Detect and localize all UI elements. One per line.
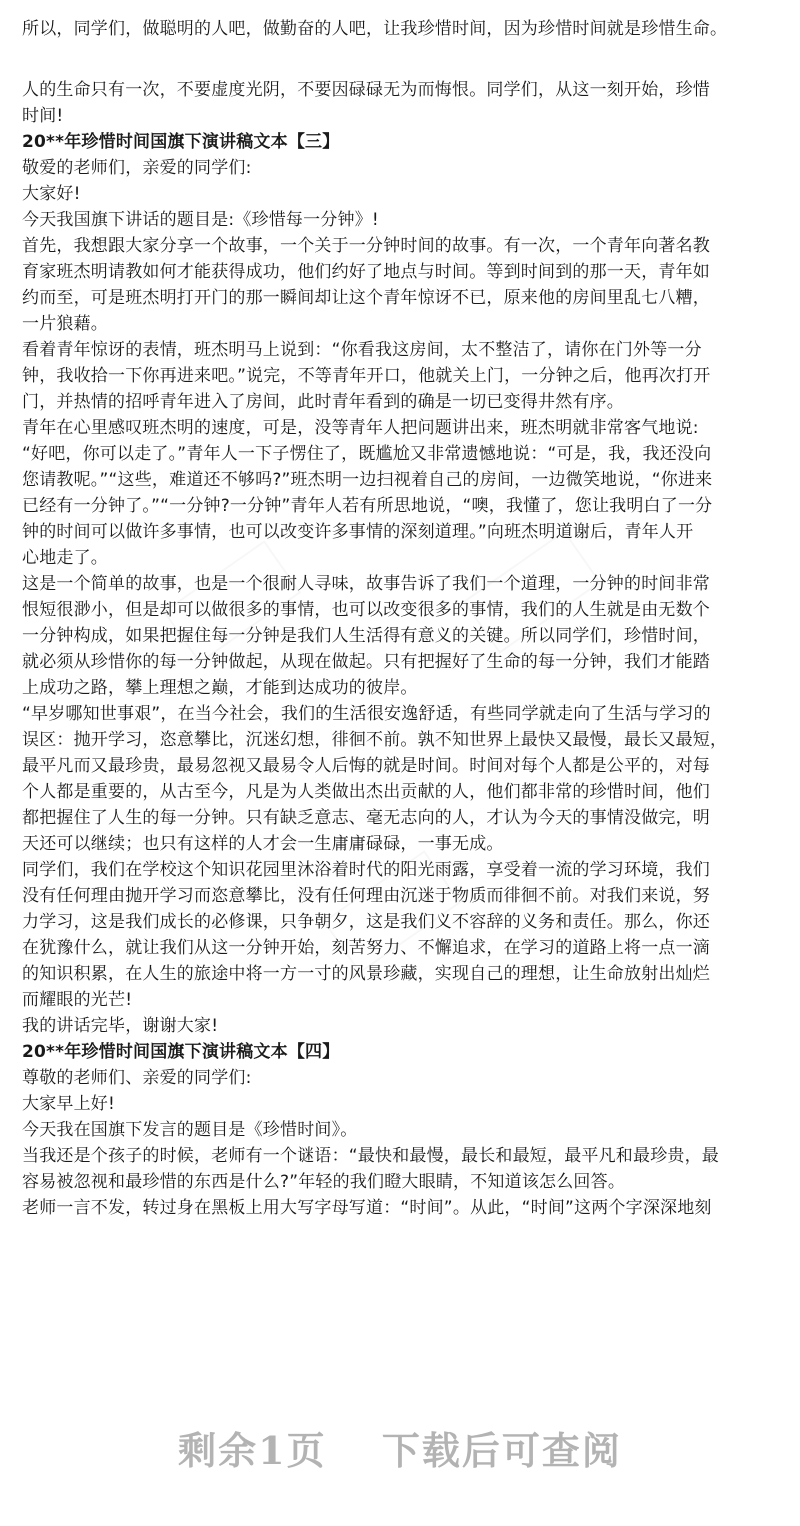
paragraph-line: 敬爱的老师们，亲爱的同学们: [22,158,252,178]
paragraph-line: 青年在心里感叹班杰明的速度，可是，没等青年人把问题讲出来，班杰明就非常客气地说: [22,418,699,438]
paragraph-line: 大家好! [22,184,81,204]
paragraph-line: 钟，我收拾一下你再进来吧。”说完，不等青年开口，他就关上门，一分钟之后，他再次打开 [22,366,711,386]
paragraph-line: 而耀眼的光芒! [22,990,133,1010]
paragraph-line: 力学习，这是我们成长的必修课，只争朝夕，这是我们义不容辞的义务和责任。那么，你还 [22,912,710,932]
download-to-view-label: 下载后可查阅 [381,1428,622,1473]
paragraph-line: 今天我在国旗下发言的题目是《珍惜时间》。 [22,1120,358,1140]
paragraph-line: 心地走了。 [22,548,108,568]
paragraph-line: 容易被忽视和最珍惜的东西是什么?”年轻的我们瞪大眼睛，不知道该怎么回答。 [22,1172,626,1192]
paragraph-line: 同学们，我们在学校这个知识花园里沐浴着时代的阳光雨露，享受着一流的学习环境，我们 [22,860,710,880]
paragraph-line: 门，并热情的招呼青年进入了房间，此时青年看到的确是一切已变得井然有序。 [22,392,624,412]
download-banner [0,1420,800,1475]
paragraph-line: 没有任何理由抛开学习而恣意攀比，没有任何理由沉迷于物质而徘徊不前。对我们来说，努 [22,886,710,906]
document-body [22,0,780,1221]
paragraph-line: 最平凡而又最珍贵，最易忽视又最易令人后悔的就是时间。时间对每个人都是公平的，对每 [22,756,710,776]
paragraph-line: 看着青年惊讶的表情，班杰明马上说到：“你看我这房间，太不整洁了，请你在门外等一分 [22,340,702,360]
paragraph-line: 人的生命只有一次，不要虚度光阴，不要因碌碌无为而悔恨。同学们，从这一刻开始，珍惜 [22,80,710,100]
paragraph-line: 恨短很渺小，但是却可以做很多的事情，也可以改变很多的事情，我们的人生就是由无数个 [22,600,710,620]
paragraph-line: 老师一言不发，转过身在黑板上用大写字母写道：“时间”。从此，“时间”这两个字深深地刻 [22,1198,712,1218]
paragraph-line: 大家早上好! [22,1094,116,1114]
paragraph-line: 都把握住了人生的每一分钟。只有缺乏意志、毫无志向的人，才认为今天的事情没做完，明 [22,808,710,828]
paragraph-line: 约而至，可是班杰明打开门的那一瞬间却让这个青年惊讶不已，原来他的房间里乱七八糟， [22,288,710,308]
paragraph-line: 一分钟构成，如果把握住每一分钟是我们人生活得有意义的关键。所以同学们，珍惜时间， [22,626,710,646]
remaining-pages-label: 剩余1页 [178,1428,327,1473]
paragraph-line: “好吧，你可以走了。”青年人一下子愣住了，既尴尬又非常遗憾地说：“可是，我，我还没向 [22,444,712,464]
cut-off-text-line [22,0,780,16]
paragraph-line: 天还可以继续；也只有这样的人才会一生庸庸碌碌，一事无成。 [22,834,504,854]
paragraph-line: 就必须从珍惜你的每一分钟做起，从现在做起。只有把握好了生命的每一分钟，我们才能踏 [22,652,710,672]
paragraph-line: 当我还是个孩子的时候，老师有一个谜语：“最快和最慢，最长和最短，最平凡和最珍贵，最 [22,1146,720,1166]
blank-gap [22,42,780,77]
paragraph-line: 我的讲话完毕，谢谢大家! [22,1016,219,1036]
paragraph-line: 已经有一分钟了。”“一分钟?一分钟”青年人若有所思地说，“噢，我懂了，您让我明白了一分 [22,496,713,516]
paragraph-line: “早岁哪知世事艰”，在当今社会，我们的生活很安逸舒适，有些同学就走向了生活与学习的 [22,704,711,724]
paragraph-line: 尊敬的老师们、亲爱的同学们: [22,1068,252,1088]
paragraph-line: 的知识积累，在人生的旅途中将一方一寸的风景珍藏，实现自己的理想，让生命放射出灿烂 [22,964,710,984]
paragraph-line: 个人都是重要的，从古至今，凡是为人类做出杰出贡献的人，他们都非常的珍惜时间，他们 [22,782,710,802]
paragraph-line: 育家班杰明请教如何才能获得成功，他们约好了地点与时间。等到时间到的那一天，青年如 [22,262,710,282]
paragraph-line: 一片狼藉。 [22,314,108,334]
paragraph-line: 您请教呢。”“这些，难道还不够吗?”班杰明一边扫视着自己的房间，一边微笑地说，“你进来 [22,470,713,490]
paragraph-line: 上成功之路，攀上理想之巅，才能到达成功的彼岸。 [22,678,418,698]
paragraph-line: 所以，同学们，做聪明的人吧，做勤奋的人吧，让我珍惜时间，因为珍惜时间就是珍惜生命。 [22,19,728,39]
paragraph-line: 今天我国旗下讲话的题目是:《珍惜每一分钟》! [22,210,379,230]
paragraph-line: 首先，我想跟大家分享一个故事，一个关于一分钟时间的故事。有一次，一个青年向著名教 [22,236,710,256]
paragraph-line: 误区：抛开学习，恣意攀比，沉迷幻想，徘徊不前。孰不知世界上最快又最慢，最长又最短， [22,730,728,750]
section-heading-three: 20**年珍惜时间国旗下演讲稿文本【三】 [22,132,340,152]
paragraph-line: 时间! [22,106,64,126]
section-heading-four: 20**年珍惜时间国旗下演讲稿文本【四】 [22,1042,340,1062]
paragraph-line: 在犹豫什么，就让我们从这一分钟开始，刻苦努力、不懈追求，在学习的道路上将一点一滴 [22,938,710,958]
paragraph-line: 这是一个简单的故事，也是一个很耐人寻味，故事告诉了我们一个道理，一分钟的时间非常 [22,574,710,594]
paragraph-line: 钟的时间可以做许多事情，也可以改变许多事情的深刻道理。”向班杰明道谢后，青年人开 [22,522,694,542]
